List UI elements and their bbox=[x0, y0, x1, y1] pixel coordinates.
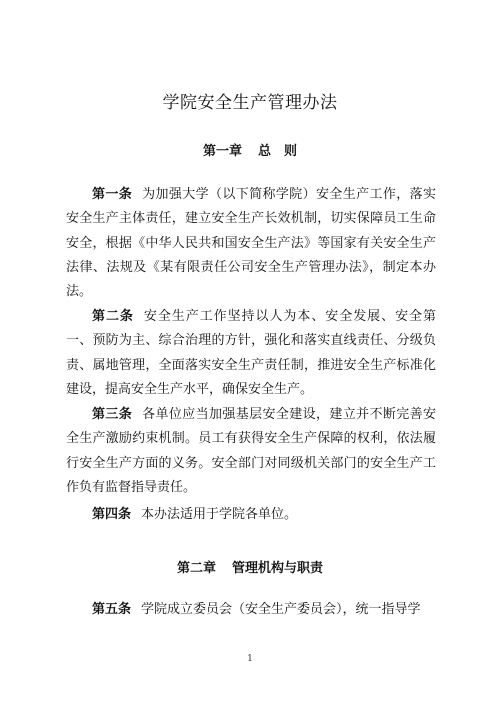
article-paragraph bbox=[66, 503, 436, 527]
article-label: 第一条 bbox=[92, 187, 133, 202]
article-label: 第二条 bbox=[92, 309, 134, 324]
chapter-title: 总 则 bbox=[258, 144, 298, 159]
page-number: 1 bbox=[247, 654, 253, 664]
article-label: 第三条 bbox=[92, 407, 133, 422]
article-paragraph bbox=[66, 598, 436, 622]
document-title: 学院安全生产管理办法 bbox=[162, 93, 338, 113]
article-paragraph bbox=[66, 305, 436, 402]
article-paragraph bbox=[66, 183, 436, 304]
chapter-heading bbox=[0, 140, 500, 159]
article-text: 为加强大学（以下简称学院）安全生产工作，落实安全生产主体责任，建立安全生产长效机制，切实保障员工生命安全，根据《中华人民共和国安全生产法》等国家有关安全生产法律、法规及《某有限责任公司安全生产管理办法》，制定本办法。 bbox=[66, 187, 436, 300]
article-label: 第五条 bbox=[92, 602, 132, 617]
chapter-label: 第二章 bbox=[176, 561, 216, 576]
chapter-heading bbox=[0, 557, 500, 576]
article-text: 本办法适用于学院各单位。 bbox=[141, 507, 298, 522]
article-text: 安全生产工作坚持以人为本、安全发展、安全第一、预防为主、综合治理的方针，强化和落实直线责任、分级负责、属地管理，全面落实安全生产责任制，推进安全生产标准化建设，提高安全生产水平，确保安全生产。 bbox=[66, 309, 436, 397]
chapter-label: 第一章 bbox=[202, 144, 242, 159]
article-paragraph bbox=[66, 403, 436, 500]
article-text: 学院成立委员会（安全生产委员会），统一指导学 bbox=[141, 602, 421, 617]
chapter-title: 管理机构与职责 bbox=[232, 561, 324, 576]
article-text: 各单位应当加强基层安全建设，建立并不断完善安全生产激励约束机制。员工有获得安全生产保障的权利，依法履行安全生产方面的义务。安全部门对同级机关部门的安全生产工作负有监督指导责任。 bbox=[66, 407, 436, 495]
article-label: 第四条 bbox=[92, 507, 132, 522]
